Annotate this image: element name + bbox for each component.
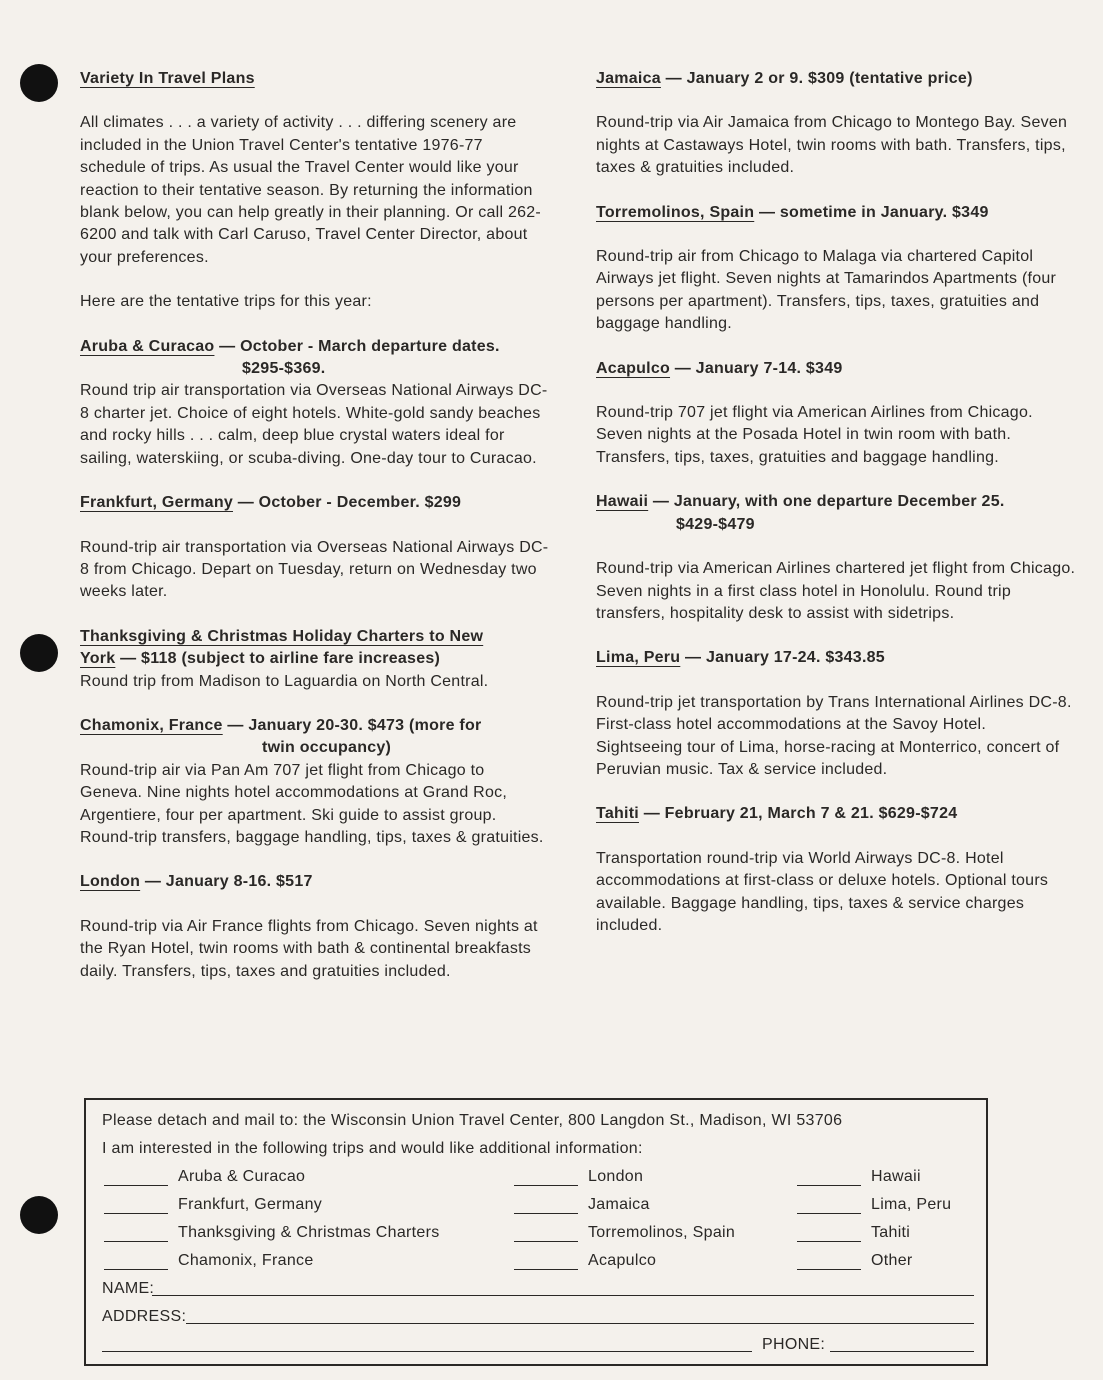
option-jamaica[interactable]: Jamaica [514,1196,650,1214]
binder-hole-top [20,64,58,102]
name-field[interactable] [152,1294,974,1296]
trip-lima: Lima, Peru — January 17-24. $343.85 Round-trip jet transportation by Trans International Airlines DC-8. First-class hotel accommodations at the Savoy Hotel. Sightseeing tour of Lima, horse-racing at Monterrico, concert of Peruvian music. Tax & service included. [596,649,1072,778]
checkbox-blank[interactable] [104,1171,168,1186]
binder-hole-middle [20,634,58,672]
checkbox-blank[interactable] [797,1227,861,1242]
option-chamonix[interactable]: Chamonix, France [104,1252,314,1270]
option-frankfurt[interactable]: Frankfurt, Germany [104,1196,322,1214]
trip-tahiti: Tahiti — February 21, March 7 & 21. $629-$724 Transportation round-trip via World Airways DC-8. Hotel accommodations at first-class or deluxe hotels. Optional tours available. Baggage handling, tips, taxes & service charges included. [596,805,1049,934]
address-field[interactable] [186,1322,974,1324]
checkbox-blank[interactable] [104,1227,168,1242]
option-acapulco[interactable]: Acapulco [514,1252,656,1270]
address-label: ADDRESS: [102,1308,187,1325]
trip-torremolinos: Torremolinos, Spain — sometime in January. $349 Round-trip air from Chicago to Malaga via chartered Capitol Airways jet flight. Seven nights at Tamarindos Apartments (four persons per apartment). Transfers, tips, taxes, gratuities and baggage handling. [596,203,1057,333]
trip-holiday-charters: Thanksgiving & Christmas Holiday Charters to New York — $118 (subject to airline fare increases) Round trip from Madison to Laguardia on North Central. [80,627,489,690]
option-aruba[interactable]: Aruba & Curacao [104,1168,305,1186]
form-mail-to: Please detach and mail to: the Wisconsin Union Travel Center, 800 Langdon St., Madison, WI 53706 [102,1112,843,1129]
option-other[interactable]: Other [797,1252,913,1270]
intro-lead: Here are the tentative trips for this year: [80,293,372,311]
checkbox-blank[interactable] [104,1199,168,1214]
name-label: NAME: [102,1280,155,1297]
checkbox-blank[interactable] [797,1171,861,1186]
information-request-form [84,1098,988,1366]
form-interest-text: I am interested in the following trips and would like additional information: [102,1140,643,1157]
option-tahiti[interactable]: Tahiti [797,1224,910,1242]
trip-aruba: Aruba & Curacao — October - March departure dates. $295-$369. Round trip air transportation via Overseas National Airways DC-8 charter jet. Choice of eight hotels. White-gold sandy beaches and rocky hills . . . calm, deep blue crystal waters ideal for sailing, waterskiing, or scuba-diving. One-day tour to Curacao. [80,337,548,467]
phone-field[interactable] [830,1350,974,1352]
option-lima[interactable]: Lima, Peru [797,1196,951,1214]
checkbox-blank[interactable] [514,1171,578,1186]
option-hawaii[interactable]: Hawaii [797,1168,921,1186]
section-title: Variety In Travel Plans [80,70,255,87]
trip-london: London — January 8-16. $517 Round-trip via Air France flights from Chicago. Seven nights at the Ryan Hotel, twin rooms with bath & continental breakfasts daily. Transfers, tips, taxes and gratuities included. [80,873,538,980]
checkbox-blank[interactable] [514,1199,578,1214]
checkbox-blank[interactable] [514,1227,578,1242]
checkbox-blank[interactable] [514,1255,578,1270]
checkbox-blank[interactable] [797,1255,861,1270]
option-torremolinos[interactable]: Torremolinos, Spain [514,1224,735,1242]
checkbox-blank[interactable] [797,1199,861,1214]
address-line-2-field[interactable] [102,1350,752,1352]
right-column [596,68,1076,937]
option-london[interactable]: London [514,1168,643,1186]
phone-label: PHONE: [762,1336,826,1353]
trip-jamaica: Jamaica — January 2 or 9. $309 (tentative price) Round-trip via Air Jamaica from Chicago to Montego Bay. Seven nights at Castaways Hotel, twin rooms with bath. Transfers, tips, taxes & gratuities included. [596,70,1068,177]
intro-paragraph: All climates . . . a variety of activity . . . differing scenery are included in the Union Travel Center's tentative 1976-77 schedule of trips. As usual the Travel Center would like your reaction to their tentative season. By returning the information blank below, you can help greatly in their planning. Or call 262-6200 and talk with Carl Caruso, Travel Center Director, about your preferences. [80,114,541,266]
trip-hawaii: Hawaii — January, with one departure December 25. $429-$479 Round-trip via American Airlines chartered jet flight from Chicago. Seven nights in a first class hotel in Honolulu. Round trip transfers, hospitality desk to assist with sidetrips. [596,493,1076,622]
trip-chamonix: Chamonix, France — January 20-30. $473 (more for twin occupancy) Round-trip air via Pan Am 707 jet flight from Chicago to Geneva. Nine nights hotel accommodations at Grand Roc, Argentiere, four per apartment. Ski guide to assist group. Round-trip transfers, baggage handling, tips, taxes & gratuities. [80,716,544,846]
left-column [80,68,550,983]
checkbox-blank[interactable] [104,1255,168,1270]
trip-frankfurt: Frankfurt, Germany — October - December. $299 Round-trip air transportation via Overseas National Airways DC-8 from Chicago. Depart on Tuesday, return on Wednesday two weeks later. [80,494,549,601]
option-charters[interactable]: Thanksgiving & Christmas Charters [104,1224,440,1242]
binder-hole-bottom [20,1196,58,1234]
trip-acapulco: Acapulco — January 7-14. $349 Round-trip 707 jet flight via American Airlines from Chicago. Seven nights at the Posada Hotel in twin room with bath. Transfers, tips, taxes, gratuities and baggage handling. [596,359,1033,466]
